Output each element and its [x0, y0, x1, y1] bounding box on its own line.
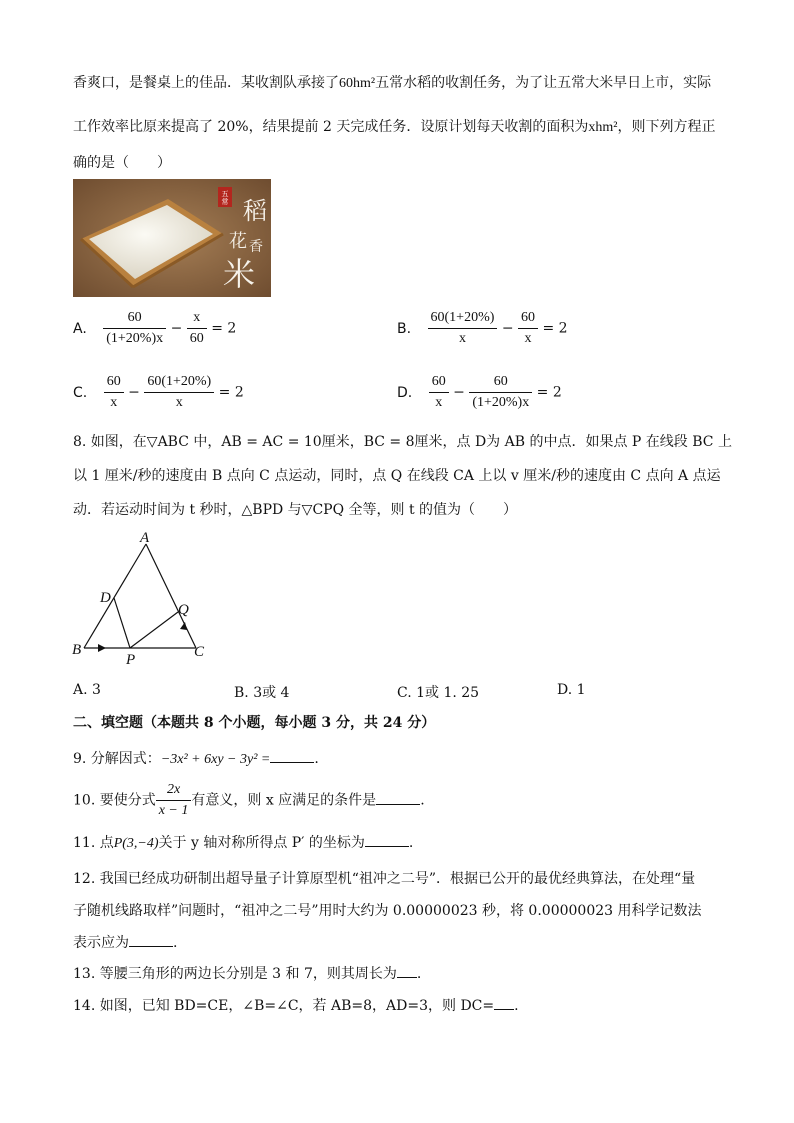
q7-line1b-text: 五常水稻的收割任务，为了让五常大米早日上市，实际	[375, 75, 712, 91]
frac-den: x	[524, 331, 532, 346]
q7-option-a[interactable]	[73, 310, 236, 347]
q11-prefix: 11. 点	[73, 835, 114, 851]
q7-line2-text: 工作效率比原来提高了 20%，结果提前 2 天完成任务．设原计划每天收割的面积为	[73, 119, 589, 135]
frac-num: 60	[104, 374, 124, 393]
q12-line1: 12. 我国已经成功研制出超导量子计算原型机“祖冲之二号”．根据已公开的最优经典算法，在处理“量	[73, 871, 696, 887]
label-c: C	[194, 644, 205, 660]
q7-option-b-label: B.	[397, 320, 412, 337]
q7-option-a-frac1	[103, 310, 166, 347]
q11-middle: 关于 y 轴对称所得点 P′ 的坐标为	[158, 835, 365, 851]
rhs: = 2	[218, 384, 244, 401]
q9-suffix: .	[314, 751, 319, 767]
rice-title-char-1: 稻	[243, 197, 267, 225]
q8-option-a[interactable]: A. 3	[73, 682, 101, 698]
q10-answer-blank[interactable]	[376, 791, 420, 805]
triangle-diagram	[66, 530, 226, 665]
q7-option-c[interactable]	[73, 374, 244, 411]
frac-num: 60	[469, 374, 532, 393]
q7-unit: xhm²	[588, 120, 618, 135]
frac-num: 60(1+20%)	[428, 310, 498, 329]
q9-prefix: 9. 分解因式：	[73, 751, 161, 767]
q7-option-b-frac1	[428, 310, 498, 347]
q7-line1-text: 香爽口，是餐桌上的佳品．某收割队承接了	[73, 75, 339, 91]
frac-num: 60	[103, 310, 166, 329]
frac-num: 2x	[156, 782, 192, 801]
q7-option-d[interactable]	[397, 374, 562, 411]
q9	[73, 748, 319, 768]
q9-expr: −3x² + 6xy − 3y² =	[160, 752, 271, 767]
q12-line2: 子随机线路取样”问题时，“祖冲之二号”用时大约为 0.00000023 秒，将 0.00000023 用科学记数法	[73, 903, 702, 919]
q7-option-b[interactable]	[397, 310, 568, 347]
q7-option-d-frac2	[469, 374, 532, 411]
op: −	[170, 320, 183, 337]
q14-answer-blank[interactable]	[494, 996, 514, 1010]
q7-option-b-frac2	[518, 310, 538, 347]
label-p: P	[126, 652, 136, 665]
q12-answer-blank[interactable]	[129, 933, 173, 947]
rice-image	[73, 179, 271, 297]
frac-den: x	[110, 395, 118, 410]
q13-text: 13. 等腰三角形的两边长分别是 3 和 7，则其周长为	[73, 966, 397, 982]
frac-den: x	[175, 395, 183, 410]
side-ab	[84, 544, 146, 648]
q7-option-c-label: C.	[73, 384, 88, 401]
q9-answer-blank[interactable]	[270, 749, 314, 763]
label-d: D	[100, 590, 111, 606]
q10-suffix: .	[420, 792, 425, 809]
q8-option-d[interactable]: D. 1	[557, 682, 586, 698]
q11-suffix: .	[408, 835, 414, 851]
op: −	[128, 384, 140, 401]
q7-option-a-label: A.	[73, 320, 87, 337]
segment-dp	[114, 598, 130, 648]
q14-text: 14. 如图，已知 BD=CE，∠B=∠C，若 AB=8，AD=3，则 DC=	[73, 998, 495, 1014]
rhs: = 2	[542, 320, 568, 337]
q12-line3-text: 表示应为	[73, 935, 129, 951]
q10-middle: 有意义，则 x 应满足的条件是	[191, 792, 377, 809]
q11-answer-blank[interactable]	[365, 833, 409, 847]
q7-line1	[73, 72, 711, 92]
frac-num: x	[187, 310, 207, 329]
q8-option-b[interactable]: B. 3或 4	[234, 685, 290, 701]
frac-den: (1+20%)x	[472, 395, 530, 410]
q13	[73, 963, 421, 983]
q7-line2	[73, 116, 715, 136]
q10-prefix: 10. 要使分式	[73, 792, 156, 809]
q14	[73, 995, 519, 1015]
label-b: B	[72, 642, 82, 658]
q13-answer-blank[interactable]	[397, 964, 417, 978]
q13-suffix: .	[416, 966, 422, 982]
q8-triangle-figure	[66, 530, 226, 669]
q11-point: P(3,−4)	[113, 836, 159, 851]
q7-line3: 确的是（ ）	[73, 155, 171, 171]
rice-title-char-3: 香	[249, 239, 263, 255]
side-ac	[146, 544, 196, 648]
segment-pq	[130, 612, 178, 648]
q7-option-a-frac2	[187, 310, 207, 347]
q7-option-c-frac1	[104, 374, 124, 411]
frac-den: x	[435, 395, 443, 410]
op: −	[501, 320, 514, 337]
q10-fraction	[156, 782, 192, 819]
rice-title-char-2: 花	[229, 231, 247, 252]
label-a: A	[140, 530, 150, 546]
q12-line3	[73, 932, 177, 952]
label-q: Q	[178, 602, 189, 618]
q8-line1: 8. 如图，在▽ABC 中，AB = AC = 10厘米，BC = 8厘米，点 D为 AB 的中点．如果点 P 在线段 BC 上	[73, 434, 732, 450]
rice-seal-char-2: 常	[221, 198, 229, 206]
rhs: = 2	[536, 384, 562, 401]
q11	[73, 832, 413, 852]
q7-option-d-label: D.	[397, 384, 413, 401]
section-title: 二、填空题（本题共 8 个小题，每小题 3 分，共 24 分）	[73, 715, 436, 731]
frac-den: (1+20%)x	[106, 331, 164, 346]
q7-option-d-frac1	[429, 374, 449, 411]
frac-den: 60	[189, 331, 204, 346]
q8-option-c[interactable]: C. 1或 1. 25	[397, 685, 480, 701]
rhs: = 2	[211, 320, 237, 337]
rice-title-char-4: 米	[223, 255, 256, 293]
q8-line2: 以 1 厘米/秒的速度由 B 点向 C 点运动，同时，点 Q 在线段 CA 上以 v 厘米/秒的速度由 C 点向 A 点运	[73, 468, 721, 484]
q14-suffix: .	[514, 998, 519, 1014]
q8-line3: 动．若运动时间为 t 秒时，△BPD 与▽CPQ 全等，则 t 的值为（ ）	[73, 502, 518, 518]
q7-area: 60hm²	[339, 76, 376, 91]
op: −	[453, 384, 465, 401]
arrow-right-icon	[98, 644, 106, 652]
frac-num: 60	[518, 310, 538, 329]
frac-num: 60(1+20%)	[144, 374, 214, 393]
frac-den: x − 1	[158, 803, 189, 818]
frac-num: 60	[429, 374, 449, 393]
rice-illustration	[73, 179, 271, 297]
q7-line2b-text: ，则下列方程正	[617, 119, 716, 135]
frac-den: x	[458, 331, 466, 346]
q10	[73, 782, 425, 819]
q7-option-c-frac2	[144, 374, 214, 411]
rice-seal-char-1: 五	[221, 190, 229, 198]
q12-suffix: .	[173, 935, 178, 951]
